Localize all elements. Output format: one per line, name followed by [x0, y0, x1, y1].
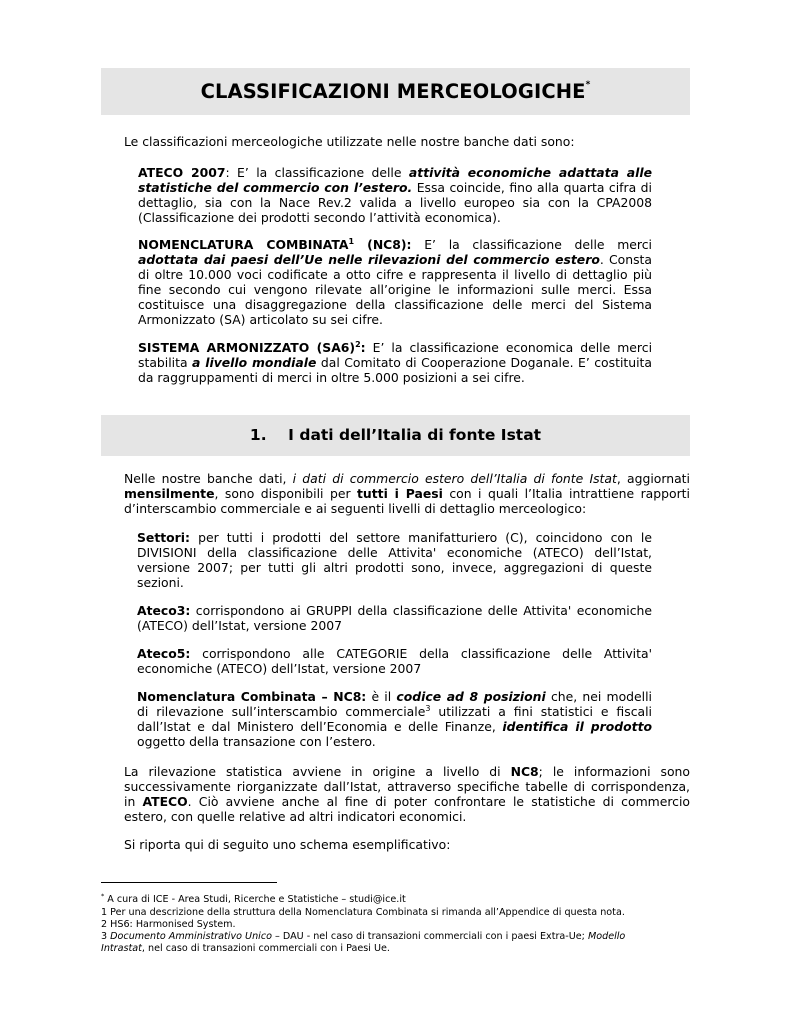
footnote-2: 2 HS6: Harmonised System. — [101, 919, 236, 930]
rilevazione-paragraph: La rilevazione statistica avviene in origine a livello di NC8; le informazioni sono successivamente riorganizzate dall’Istat, attraverso specifiche tabelle di corrispondenza, in ATECO. Ciò avviene anche al fine di poter confrontare le statistiche di commercio estero, con quelle relative ad altri indicatori economici. — [124, 764, 691, 824]
ateco5-term: Ateco5: — [137, 646, 191, 661]
nc8-term: Nomenclatura Combinata – NC8: — [137, 689, 367, 704]
footnote-star: * A cura di ICE - Area Studi, Ricerche e Statistiche – studi@ice.it — [101, 891, 406, 905]
nc8-item: Nomenclatura Combinata – NC8: è il codice ad 8 posizioni che, nei modelli di rilevazione sull’interscambio commerciale$^3$ utilizzati a fini statistici e fiscali dall’Istat e dal Ministero dell’Economia e delle Finanze, identifica il prodotto oggetto della transazione con l’estero. — [137, 689, 653, 749]
footnote-3: 3 Documento Amministrativo Unico – DAU - nel caso di transazioni commerciali con i paesi Extra-Ue; Modello Intrastat, nel caso di transazioni commerciali con i Paesi Ue. — [101, 931, 626, 954]
intro-text: Le classificazioni merceologiche utilizzate nelle nostre banche dati sono: — [124, 134, 575, 149]
settori-item: Settori: per tutti i prodotti del settore manifatturiero (C), coincidono con le DIVISIONI della classificazione delle Attivita' economiche (ATECO) dell’Istat, versione 2007; per tutti gli altri prodotti sono, invece, aggregazioni di queste sezioni. — [137, 530, 652, 590]
settori-term: Settori: — [137, 530, 190, 545]
footnote-ref-2: 2 — [355, 339, 361, 349]
ateco3-term: Ateco3: — [137, 603, 191, 618]
footnote-ref-1: 1 — [348, 236, 355, 246]
sa-term: SISTEMA ARMONIZZATO (SA6) — [138, 340, 356, 355]
footnote-separator — [101, 882, 277, 883]
title-banner — [101, 68, 690, 115]
title-footnote-mark: * — [585, 80, 591, 90]
section-title: 1. I dati dell’Italia di fonte Istat — [249, 426, 542, 444]
schema-paragraph: Si riporta qui di seguito uno schema esemplificativo: — [124, 837, 451, 852]
ateco5-item: Ateco5: corrispondono alle CATEGORIE della classificazione delle Attivita' economiche (ATECO) dell’Istat, versione 2007 — [137, 646, 652, 676]
section-intro: Nelle nostre banche dati, i dati di commercio estero dell’Italia di fonte Istat, aggiornati mensilmente, sono disponibili per tutti i Paesi con i quali l’Italia intrattiene rapporti d’interscambio commerciale e ai seguenti livelli di dettaglio merceologico: — [124, 471, 690, 516]
ateco-definition: ATECO 2007: E’ la classificazione delle attività economiche adattata alle statistiche del commercio con l’estero. Essa coincide, fino alla quarta cifra di dettaglio, sia con la Nace Rev.2 valida a livello europeo sia con la CPA2008 (Classificazione dei prodotti secondo l’attività economica). — [138, 165, 652, 225]
nc-definition: NOMENCLATURA COMBINATA$^1$ (NC8): E’ la classificazione delle merci adottata dai paesi dell’Ue nelle rilevazioni del commercio estero. Consta di oltre 10.000 voci codificate a otto cifre e rappresenta il livello di dettaglio più fine secondo cui vengono rilevate all’origine le informazioni sulle merci. Essa costituisce una disaggregazione della classificazione delle merci del Sistema Armonizzato (SA) articolato su sei cifre. — [138, 236, 653, 327]
footnote-ref-3: 3 — [425, 703, 431, 713]
section-banner — [101, 415, 690, 456]
ateco-term: ATECO 2007 — [138, 165, 226, 180]
sa-definition: SISTEMA ARMONIZZATO (SA6)$^2$: E’ la classificazione economica delle merci stabilita a livello mondiale dal Comitato di Cooperazione Doganale. E’ costituita da raggruppamenti di merci in oltre 5.000 posizioni a sei cifre. — [138, 339, 653, 385]
ateco3-item: Ateco3: corrispondono ai GRUPPI della classificazione delle Attivita' economiche (ATECO) dell’Istat, versione 2007 — [137, 603, 652, 633]
page-title: CLASSIFICAZIONI MERCEOLOGICHE* — [200, 80, 591, 103]
footnote-1: 1 Per una descrizione della struttura della Nomenclatura Combinata si rimanda all’Appendice di questa nota. — [101, 907, 625, 918]
nc-term: NOMENCLATURA COMBINATA — [138, 237, 349, 252]
